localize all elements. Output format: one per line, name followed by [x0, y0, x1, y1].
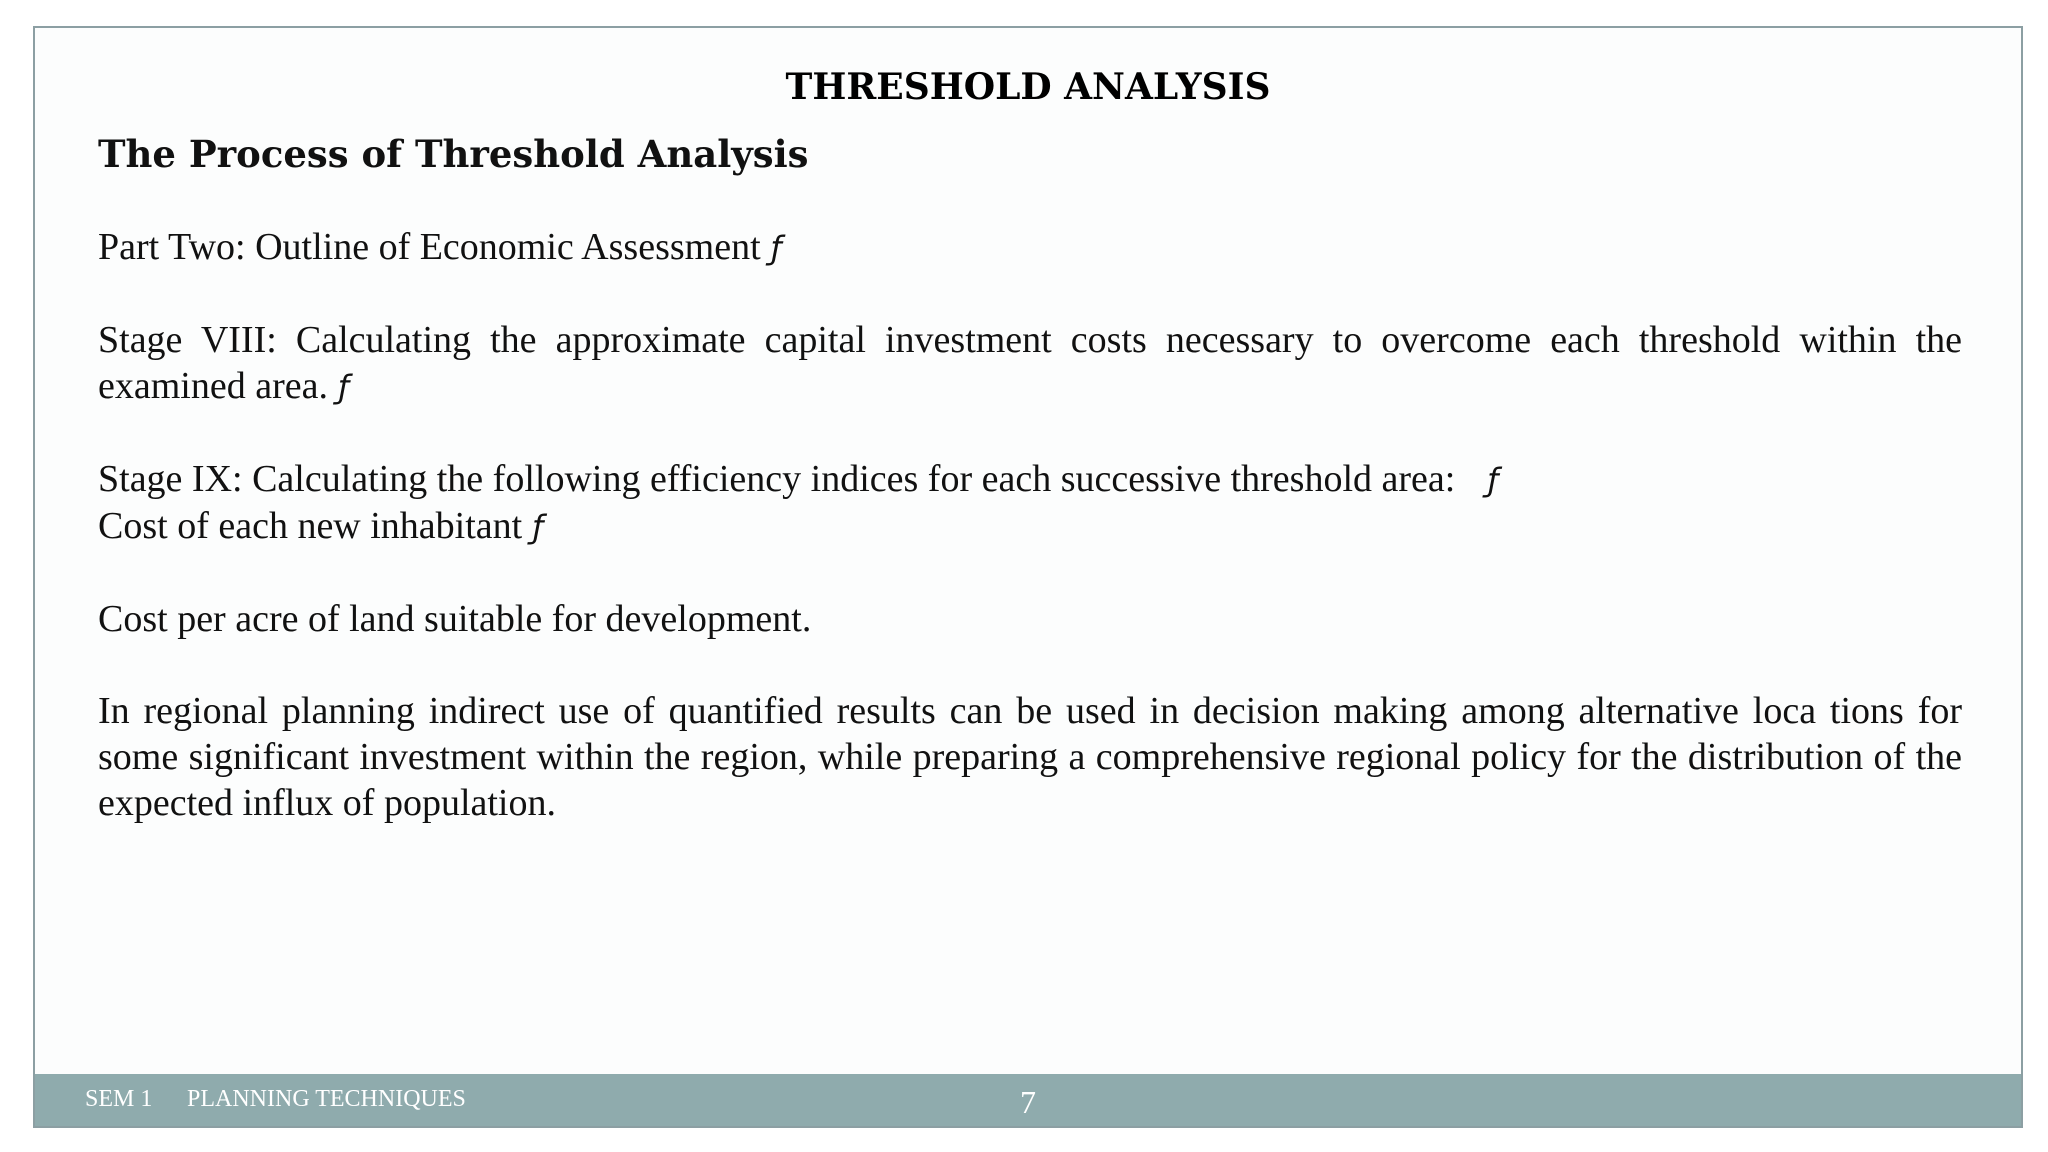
paragraph-cost-inhabitant-text: Cost of each new inhabitant	[98, 505, 523, 547]
slide-title: THRESHOLD ANALYSIS	[785, 66, 1271, 108]
paragraph-part-two-text: Part Two: Outline of Economic Assessment	[98, 226, 761, 268]
bullet-mark-icon: ƒ	[532, 508, 544, 546]
slide-footer	[35, 1074, 2021, 1126]
slide	[33, 26, 2023, 1128]
bullet-mark-icon: ƒ	[337, 368, 350, 406]
paragraph-stage-ix	[98, 456, 1962, 503]
paragraph-part-two	[98, 224, 1962, 271]
paragraph-cost-acre: Cost per acre of land suitable for development.	[98, 598, 812, 640]
paragraph-stage-viii	[98, 317, 1962, 410]
bullet-mark-icon: ƒ	[770, 229, 782, 267]
footer-page-number: 7	[1020, 1084, 1036, 1120]
paragraph-regional: In regional planning indirect use of quantified results can be used in decision making among alternative loca tions for some significant investment within the region, while preparing a comprehensive regional policy for the distribution of the expected influx of population.	[98, 690, 1962, 824]
paragraph-cost-inhabitant	[98, 503, 1962, 550]
footer-course: PLANNING TECHNIQUES	[187, 1086, 466, 1112]
slide-body	[98, 224, 1962, 872]
paragraph-stage-viii-text: Stage VIII: Calculating the approximate capital investment costs necessary to overcome each threshold within the examined area.	[98, 319, 1962, 407]
paragraph-stage-ix-text: Stage IX: Calculating the following efficiency indices for each successive threshold area:	[98, 458, 1456, 500]
bullet-mark-icon: ƒ	[1487, 461, 1499, 499]
slide-subtitle: The Process of Threshold Analysis	[98, 132, 809, 176]
footer-semester: SEM 1	[85, 1086, 153, 1112]
